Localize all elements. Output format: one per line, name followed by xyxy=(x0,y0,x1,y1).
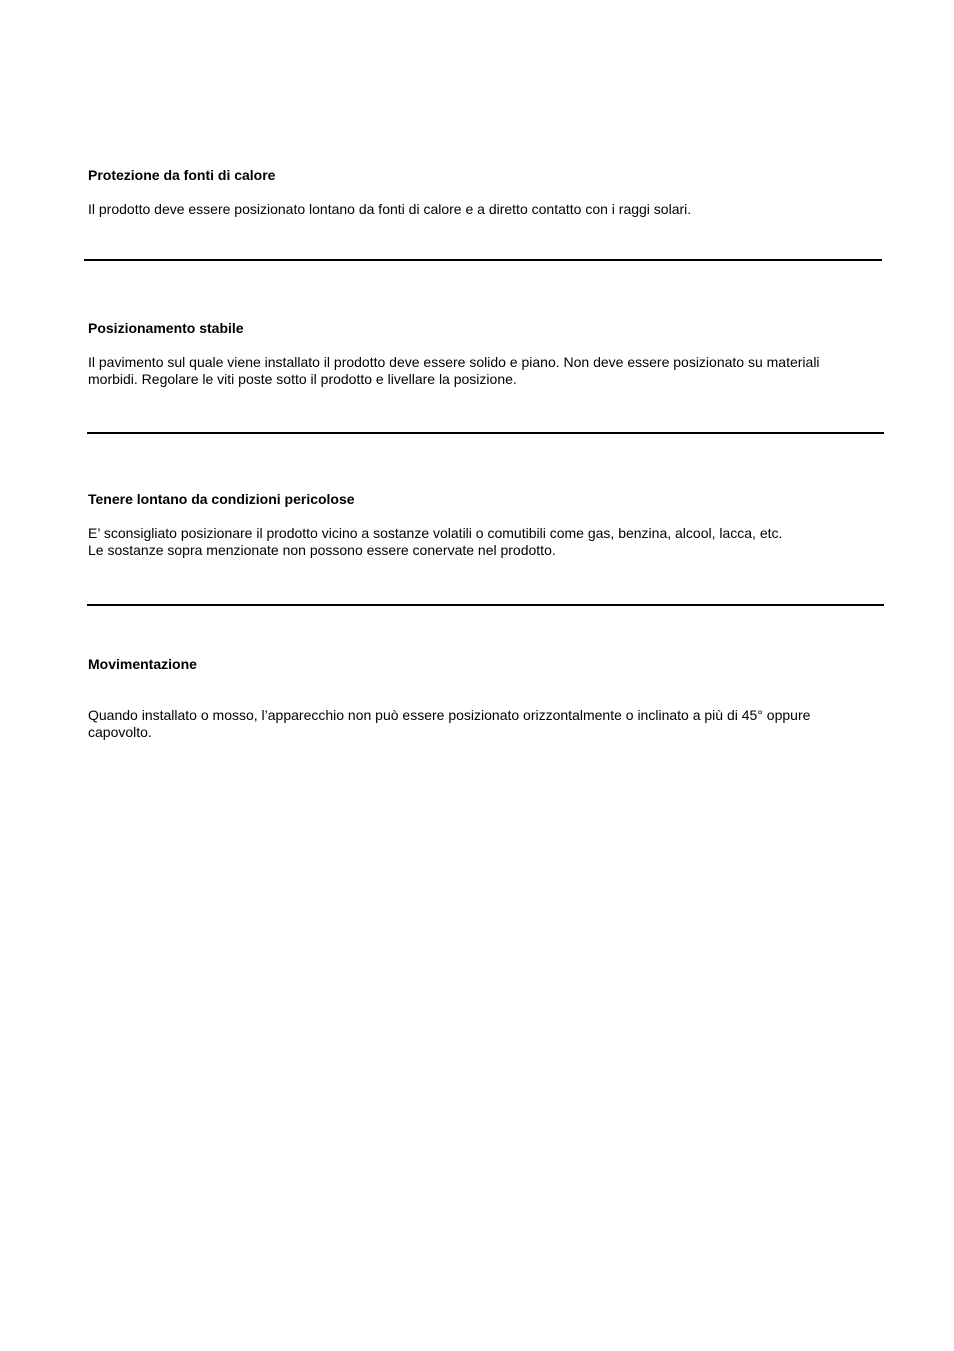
text-line: Il pavimento sul quale viene installato il prodotto deve essere solido e piano. Non deve essere posizionato su materiali xyxy=(88,354,820,370)
section-text-handling xyxy=(88,707,878,741)
section-text-heat-protection xyxy=(88,201,878,218)
section-heading-handling: Movimentazione xyxy=(88,656,197,672)
section-divider xyxy=(87,432,884,434)
section-heading-stable-positioning: Posizionamento stabile xyxy=(88,320,244,336)
section-text-stable-positioning xyxy=(88,354,878,388)
text-line: Il prodotto deve essere posizionato lontano da fonti di calore e a diretto contatto con i raggi solari. xyxy=(88,201,692,217)
text-line: capovolto. xyxy=(88,724,152,740)
section-divider xyxy=(84,259,882,261)
section-text-dangerous-conditions xyxy=(88,525,878,559)
section-heading-dangerous-conditions: Tenere lontano da condizioni pericolose xyxy=(88,491,355,507)
section-heading-heat-protection: Protezione da fonti di calore xyxy=(88,167,276,183)
section-divider xyxy=(87,604,884,606)
text-line: Le sostanze sopra menzionate non possono essere conervate nel prodotto. xyxy=(88,542,556,558)
text-line: E’ sconsigliato posizionare il prodotto vicino a sostanze volatili o comutibili come gas, benzina, alcool, lacca, etc. xyxy=(88,525,783,541)
text-line: Quando installato o mosso, l’apparecchio non può essere posizionato orizzontalmente o inclinato a più di 45° oppure xyxy=(88,707,811,723)
text-line: morbidi. Regolare le viti poste sotto il prodotto e livellare la posizione. xyxy=(88,371,517,387)
